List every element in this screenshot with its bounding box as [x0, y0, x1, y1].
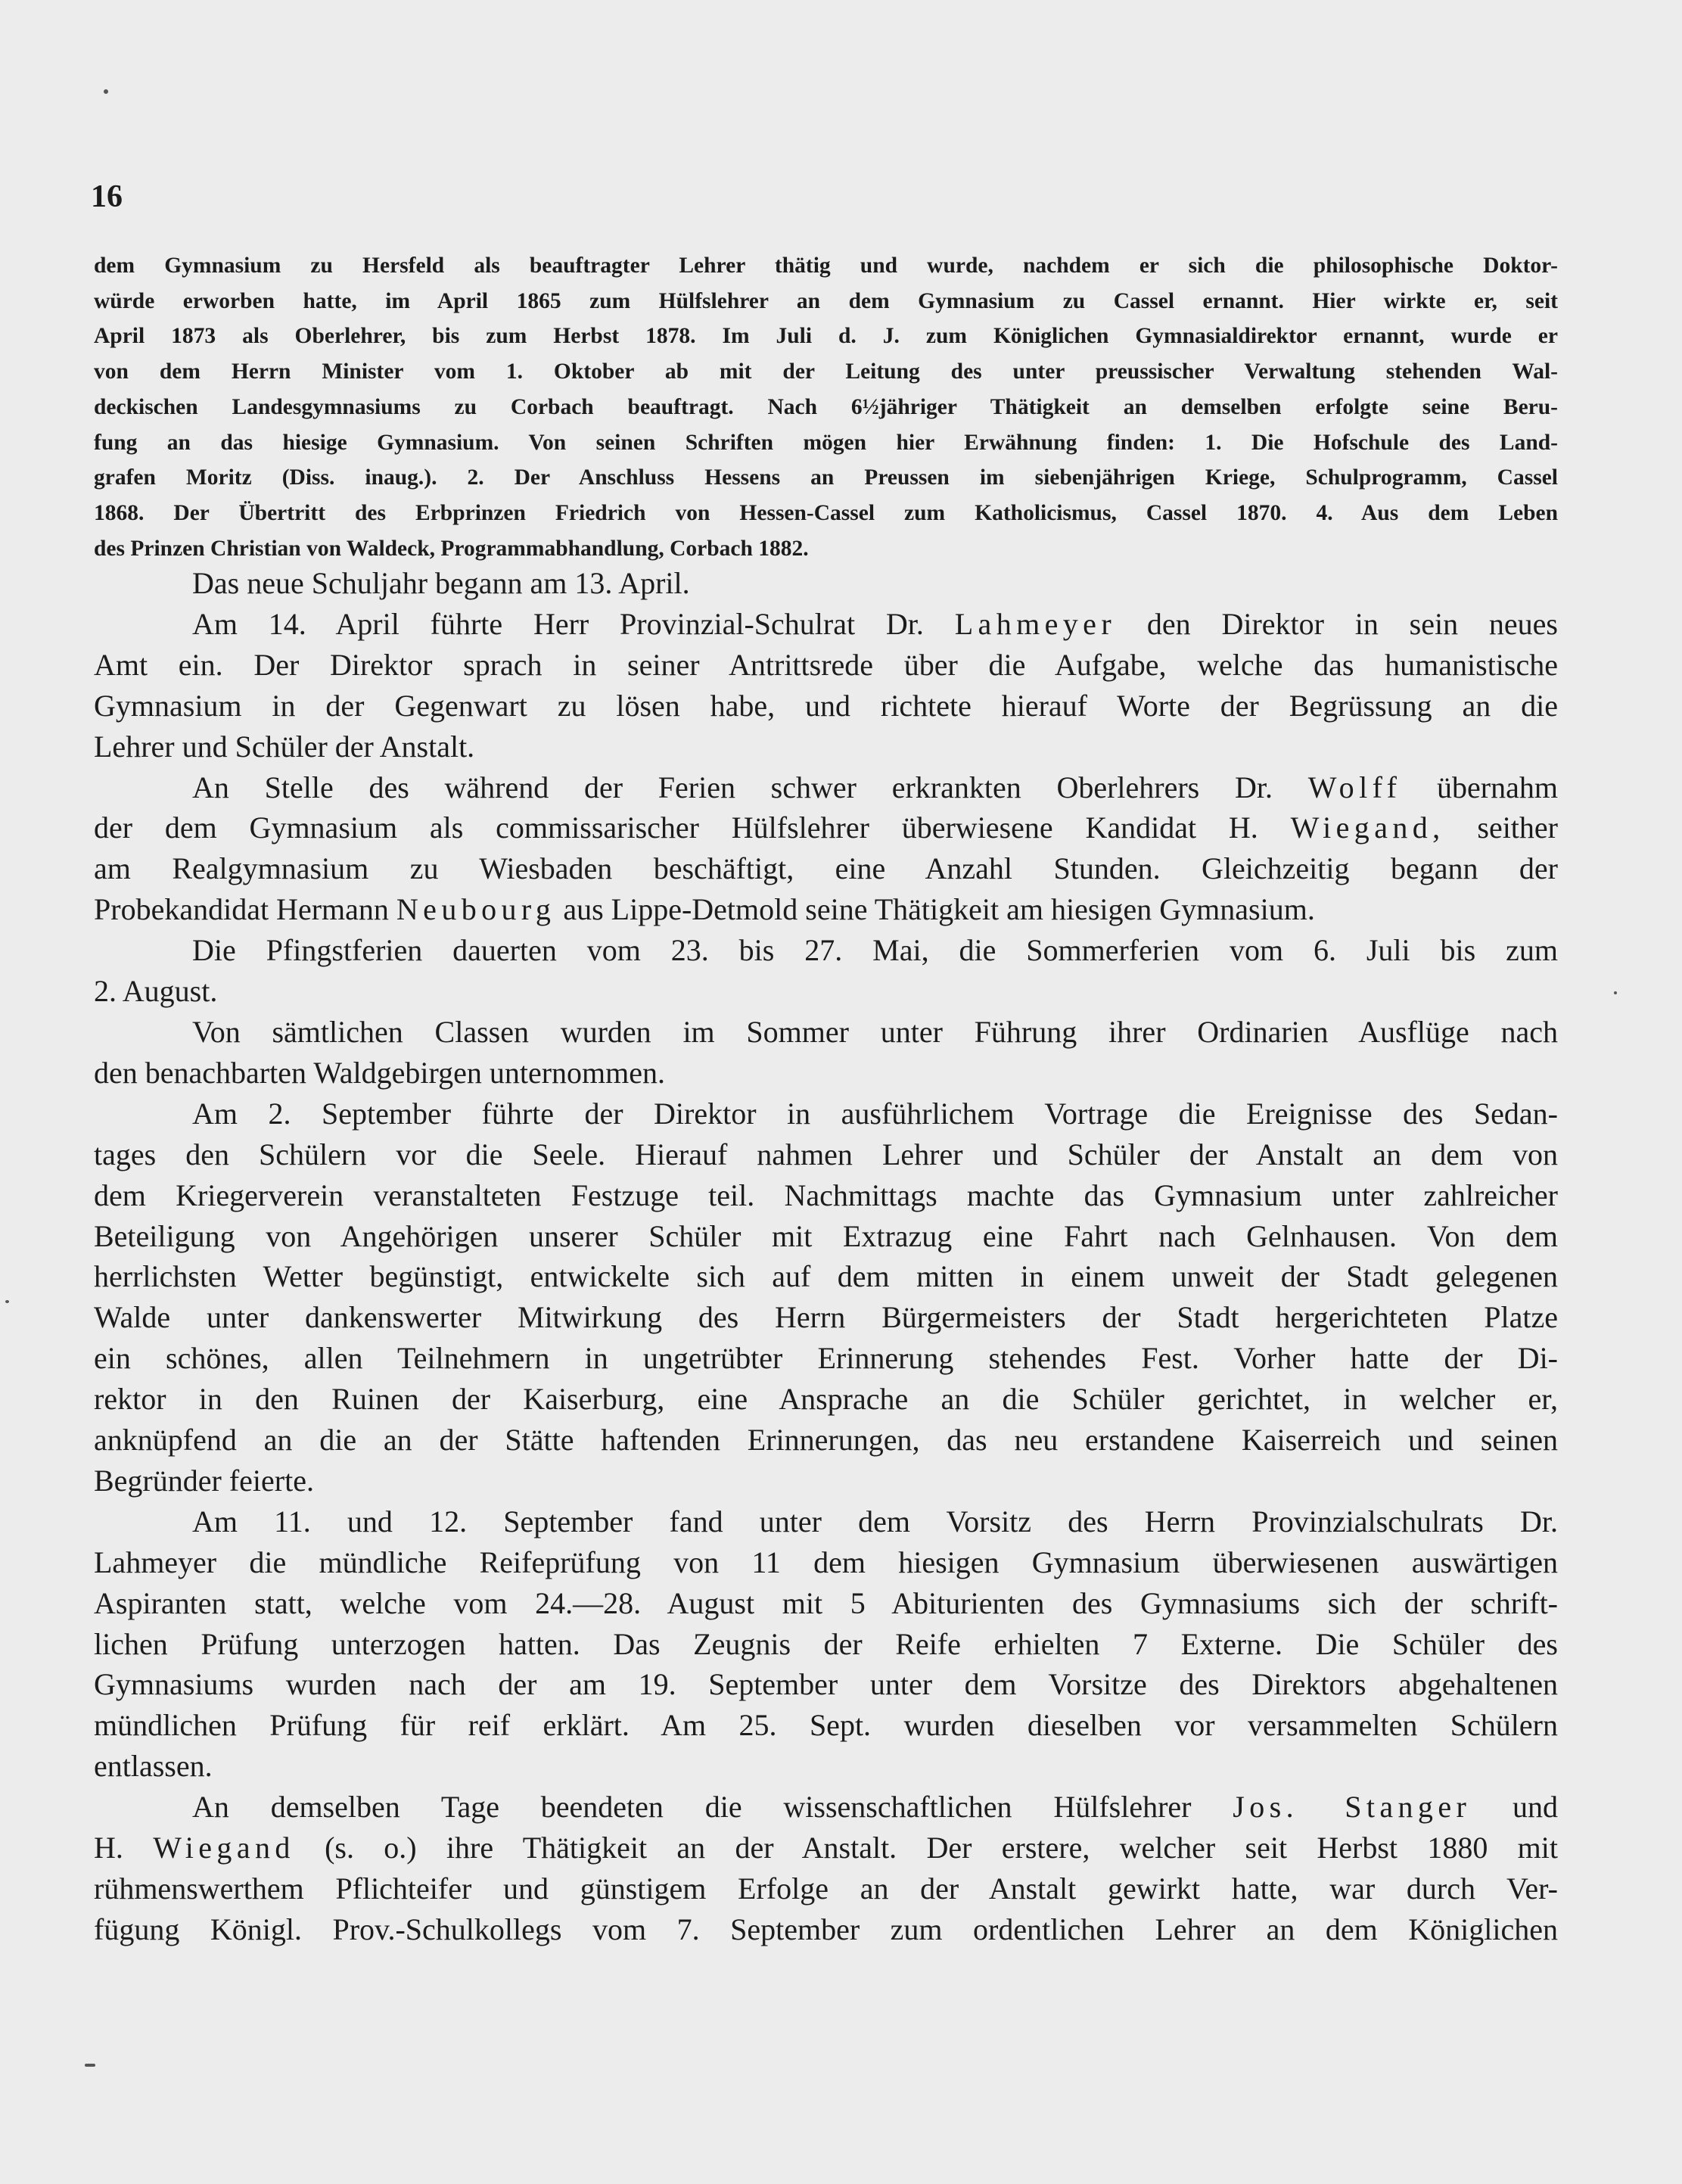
text-line: am Realgymnasium zu Wiesbaden beschäftigt, eine Anzahl Stunden. Gleichzeitig begann der: [94, 851, 1558, 886]
footnote-line: fung an das hiesige Gymnasium. Von seinen Schriften mögen hier Erwähnung finden: 1. Die Hofschule des Land-: [94, 430, 1558, 455]
footnote-line: grafen Moritz (Diss. inaug.). 2. Der Anschluss Hessens an Preussen im siebenjährigen Kriege, Schulprogramm, Cassel: [94, 465, 1558, 490]
speck-mark: [1614, 991, 1617, 994]
text-line: entlassen.: [94, 1749, 213, 1784]
text-segment: (s. o.) ihre Thätigkeit an der Anstalt. Der erstere, welcher seit Herbst 1880 mit: [325, 1831, 1559, 1865]
text-line: den benachbarten Waldgebirgen unternommen.: [94, 1055, 666, 1090]
text-segment: aus Lippe-Detmold seine Thätigkeit am hiesigen Gymnasium.: [563, 892, 1315, 927]
text-line: tages den Schülern vor die Seele. Hierauf nahmen Lehrer und Schüler der Anstalt an dem von: [94, 1137, 1558, 1171]
footnote-line: dem Gymnasium zu Hersfeld als beauftragter Lehrer thätig und wurde, nachdem er sich die philosophische Doktor-: [94, 254, 1558, 278]
text-line: Am 11. und 12. September fand unter dem Vorsitz des Herrn Provinzialschulrats Dr.: [192, 1504, 1558, 1538]
text-segment: H.: [94, 1831, 123, 1865]
text-line: [94, 1828, 1558, 1868]
footnote-line: des Prinzen Christian von Waldeck, Programmabhandlung, Corbach 1882.: [94, 536, 809, 561]
text-line: Beteiligung von Angehörigen unserer Schüler mit Extrazug eine Fahrt nach Gelnhausen. Von dem: [94, 1218, 1558, 1253]
text-line: [94, 889, 1558, 930]
text-line: rektor in den Ruinen der Kaiserburg, eine Ansprache an die Schüler gerichtet, in welcher er,: [94, 1382, 1558, 1417]
text-line: Lehrer und Schüler der Anstalt.: [94, 729, 475, 764]
text-line: Gymnasiums wurden nach der am 19. September unter dem Vorsitze des Direktors abgehaltenen: [94, 1667, 1558, 1702]
text-line: Gymnasium in der Gegenwart zu lösen habe, und richtete hierauf Worte der Begrüssung an die: [94, 688, 1558, 723]
text-line: 2. August.: [94, 974, 218, 1009]
text-segment: den Direktor in sein neues: [1146, 606, 1558, 641]
person-name: Wiegand: [153, 1831, 295, 1865]
text-line: [94, 1787, 1558, 1828]
text-line: Walde unter dankenswerter Mitwirkung des Herrn Bürgermeisters der Stadt hergerichteten Platze: [94, 1300, 1558, 1335]
text-line: [94, 767, 1558, 808]
footnote-block: [94, 248, 1558, 566]
speck-mark: [85, 2064, 95, 2067]
footnote-line: 1868. Der Übertritt des Erbprinzen Friedrich von Hessen-Cassel zum Katholicismus, Cassel 1870. 4. Aus dem Leben: [94, 500, 1558, 525]
text-segment: An demselben Tage beendeten die wissenschaftlichen Hülfslehrer: [192, 1790, 1192, 1825]
text-segment: Am 14. April führte Herr Provinzial-Schulrat Dr.: [192, 606, 924, 641]
text-line: Das neue Schuljahr begann am 13. April.: [192, 566, 690, 600]
text-line: rühmenswerthem Pflichteifer und günstigem Erfolge an der Anstalt gewirkt hatte, war durch Ver-: [94, 1871, 1558, 1906]
page-number: 16: [91, 179, 123, 214]
text-segment: der dem Gymnasium als commissarischer Hülfslehrer überwiesene Kandidat H.: [94, 810, 1258, 845]
person-name: Jos. Stanger: [1233, 1790, 1472, 1825]
text-line: herrlichsten Wetter begünstigt, entwickelte sich auf dem mitten in einem unweit der Stadt gelegenen: [94, 1259, 1558, 1294]
footnote-line: deckischen Landesgymnasiums zu Corbach beauftragt. Nach 6½jähriger Thätigkeit an demselben erfolgte seine Beru-: [94, 394, 1558, 419]
text-line: Am 2. September führte der Direktor in ausführlichem Vortrage die Ereignisse des Sedan-: [192, 1096, 1558, 1131]
text-line: Begründer feierte.: [94, 1463, 314, 1498]
footnote-line: April 1873 als Oberlehrer, bis zum Herbst 1878. Im Juli d. J. zum Königlichen Gymnasialdirektor ernannt, wurde er: [94, 324, 1558, 349]
text-line: Amt ein. Der Direktor sprach in seiner Antrittsrede über die Aufgabe, welche das humanistische: [94, 647, 1558, 682]
text-line: Lahmeyer die mündliche Reifeprüfung von 11 dem hiesigen Gymnasium überwiesenen auswärtigen: [94, 1545, 1558, 1579]
text-line: fügung Königl. Prov.-Schulkollegs vom 7. September zum ordentlichen Lehrer an dem Königlichen: [94, 1912, 1558, 1946]
text-line: Von sämtlichen Classen wurden im Sommer unter Führung ihrer Ordinarien Ausflüge nach: [192, 1014, 1558, 1049]
person-name: Neubourg: [396, 892, 556, 927]
text-segment: übernahm: [1437, 770, 1558, 804]
footnote-line: von dem Herrn Minister vom 1. Oktober ab mit der Leitung des unter preussischer Verwaltung stehenden Wal-: [94, 359, 1558, 384]
text-line: Die Pfingstferien dauerten vom 23. bis 27. Mai, die Sommerferien vom 6. Juli bis zum: [192, 933, 1558, 968]
person-name: Wolff: [1307, 770, 1402, 804]
body-text: [94, 563, 1558, 1950]
text-line: ein schönes, allen Teilnehmern in ungetrübter Erinnerung stehendes Fest. Vorher hatte der Di-: [94, 1341, 1558, 1376]
text-line: lichen Prüfung unterzogen hatten. Das Zeugnis der Reife erhielten 7 Externe. Die Schüler des: [94, 1626, 1558, 1661]
text-line: dem Kriegerverein veranstalteten Festzuge teil. Nachmittags machte das Gymnasium unter zahlreicher: [94, 1178, 1558, 1212]
text-segment: und: [1513, 1790, 1559, 1825]
text-segment: seither: [1477, 810, 1558, 845]
text-line: [94, 807, 1558, 848]
speck-mark: [104, 89, 108, 94]
speck-mark: [5, 1300, 9, 1303]
person-name: Lahmeyer: [954, 606, 1117, 641]
text-line: [94, 604, 1558, 645]
text-line: mündlichen Prüfung für reif erklärt. Am 25. Sept. wurden dieselben vor versammelten Schülern: [94, 1708, 1558, 1743]
text-segment: An Stelle des während der Ferien schwer erkrankten Oberlehrers Dr.: [192, 770, 1273, 804]
text-line: anknüpfend an die an der Stätte haftenden Erinnerungen, das neu erstandene Kaiserreich und seinen: [94, 1423, 1558, 1458]
footnote-line: würde erworben hatte, im April 1865 zum Hülfslehrer an dem Gymnasium zu Cassel ernannt. Hier wirkte er, seit: [94, 288, 1558, 313]
text-line: Aspiranten statt, welche vom 24.—28. August mit 5 Abiturienten des Gymnasiums sich der schrift-: [94, 1585, 1558, 1620]
text-segment: Probekandidat Hermann: [94, 892, 389, 927]
person-name: Wiegand,: [1290, 810, 1445, 845]
